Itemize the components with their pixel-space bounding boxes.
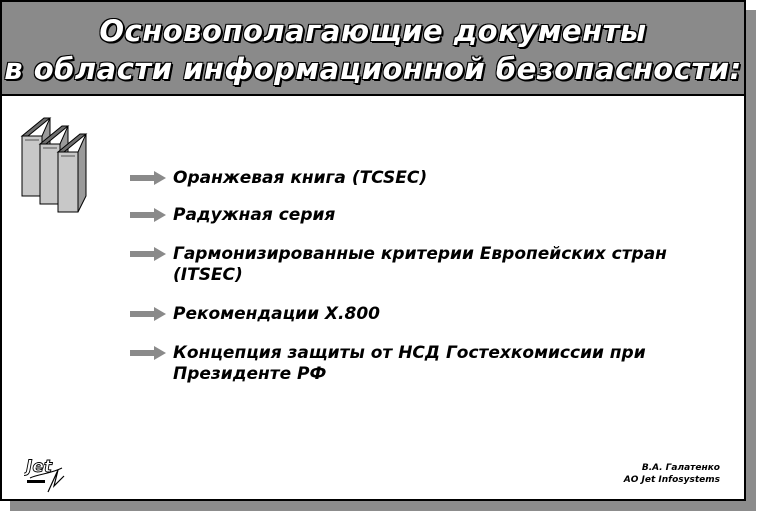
arrow-right-icon xyxy=(130,247,166,261)
arrow-right-icon xyxy=(130,346,166,360)
list-item xyxy=(130,205,335,226)
slide-title-line-1: Основополагающие документы xyxy=(99,14,647,48)
svg-text:Jet: Jet xyxy=(26,457,52,477)
arrow-right-icon xyxy=(130,208,166,222)
list-item-text-continued: Президенте РФ xyxy=(173,364,327,384)
list-item-text: Радужная серия xyxy=(173,205,336,225)
author-name: В.А. Галатенко xyxy=(641,463,720,473)
list-item-text-continued: (ITSEC) xyxy=(173,265,243,285)
list-item xyxy=(130,244,667,286)
books-icon xyxy=(20,110,110,214)
list-item-text: Концепция защиты от НСД Гостехкомиссии при xyxy=(173,343,646,363)
list-item-text: Оранжевая книга (TCSEC) xyxy=(173,168,428,188)
jet-logo-icon xyxy=(24,452,68,494)
slide-header xyxy=(2,2,744,96)
list-item xyxy=(130,343,646,385)
author-company: АО Jet Infosystems xyxy=(623,475,720,485)
list-item-text: Рекомендации X.800 xyxy=(173,304,380,324)
list-item xyxy=(130,304,380,325)
arrow-right-icon xyxy=(130,307,166,321)
author-credit xyxy=(624,462,720,486)
list-item-text: Гармонизированные критерии Европейских стран xyxy=(173,244,667,264)
arrow-right-icon xyxy=(130,171,166,185)
slide-title-line-2: в области информационной безопасности: xyxy=(4,52,742,86)
list-item xyxy=(130,168,427,189)
